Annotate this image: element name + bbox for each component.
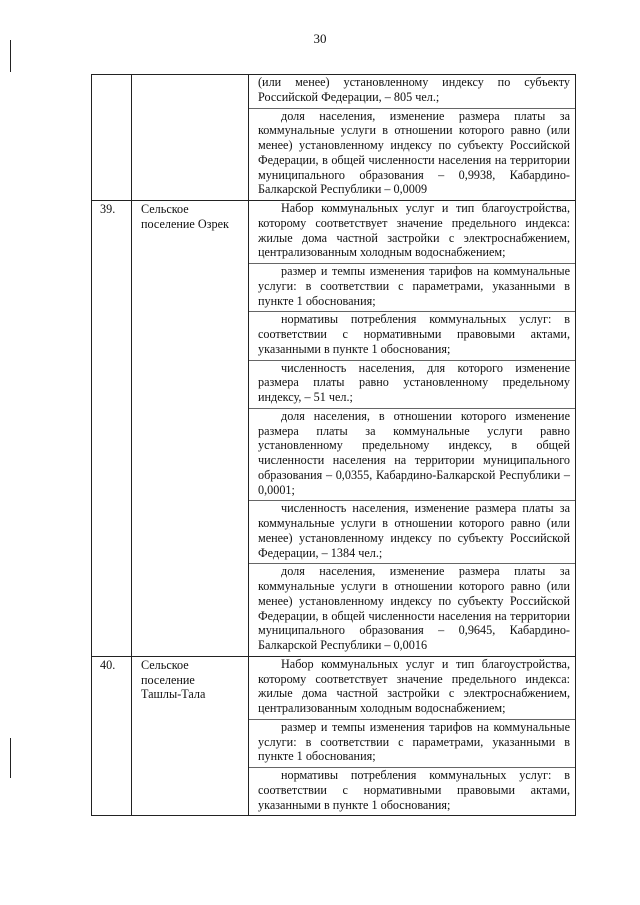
document-table bbox=[91, 74, 576, 816]
page-number: 30 bbox=[313, 31, 327, 46]
settlement-name bbox=[132, 75, 249, 201]
table-row bbox=[92, 656, 576, 816]
settlement-name-line: Сельское bbox=[141, 202, 189, 216]
description-paragraph: численность населения, изменение размера платы за коммунальные услуги в отношении которого равно (или менее) установленному индексу по субъекту Российской Федерации, – 1384 чел.; bbox=[249, 501, 575, 564]
table-row bbox=[92, 201, 576, 657]
settlement-name bbox=[132, 201, 249, 657]
description-paragraph: доля населения, изменение размера платы за коммунальные услуги в отношении которого равно (или менее) установленному индексу по субъекту Российской Федерации, в общей численности населения на территории муниципального образования – 0,9938, Кабардино-Балкарской Республики – 0,0009 bbox=[258, 108, 570, 197]
scan-edge-mark bbox=[10, 40, 11, 72]
description-paragraph: доля населения, изменение размера платы за коммунальные услуги в отношении которого равно (или менее) установленному индексу по субъекту Российской Федерации, в общей численности населения на территории муниципального образования – 0,9645, Кабардино-Балкарской Республики – 0,0016 bbox=[258, 564, 570, 652]
description-paragraph: размер и темпы изменения тарифов на коммунальные услуги: в соответствии с параметрами, указанными в пункте 1 обоснования; bbox=[249, 264, 575, 312]
settlement-name bbox=[132, 656, 249, 816]
description-cell bbox=[249, 656, 576, 816]
settlement-name-line: Ташлы-Тала bbox=[141, 687, 206, 702]
description-paragraph: Набор коммунальных услуг и тип благоустройства, которому соответствует значение предельного индекса: жилые дома частной застройки с электроснабжением, централизованным холодным водоснабжением; bbox=[249, 201, 575, 264]
row-number: 39. bbox=[92, 201, 132, 657]
description-paragraph: доля населения, в отношении которого изменение размера платы за коммунальные услуги равно установленному предельному индексу, в общей численности населения на территории муниципального образования – 0,0355, Кабардино-Балкарской Республики – 0,0001; bbox=[249, 409, 575, 502]
description-paragraph: размер и темпы изменения тарифов на коммунальные услуги: в соответствии с параметрами, указанными в пункте 1 обоснования; bbox=[249, 720, 575, 768]
description-paragraph: нормативы потребления коммунальных услуг: в соответствии с нормативными правовыми актами, указанными в пункте 1 обоснования; bbox=[258, 768, 570, 812]
row-number: 40. bbox=[92, 656, 132, 816]
description-paragraph: Набор коммунальных услуг и тип благоустройства, которому соответствует значение предельного индекса: жилые дома частной застройки с электроснабжением, централизованным холодным водоснабжением; bbox=[249, 657, 575, 720]
settlement-name-line: Сельское bbox=[141, 657, 189, 672]
settlement-name-line: поселение bbox=[141, 672, 195, 687]
description-cell bbox=[249, 75, 576, 201]
settlement-name-line: поселение Озрек bbox=[141, 216, 229, 231]
scan-edge-mark bbox=[10, 738, 11, 778]
table-row bbox=[92, 75, 576, 201]
row-number bbox=[92, 75, 132, 201]
description-cell bbox=[249, 201, 576, 657]
description-paragraph: (или менее) установленному индексу по субъекту Российской Федерации, – 805 чел.; bbox=[249, 75, 575, 109]
description-paragraph: нормативы потребления коммунальных услуг: в соответствии с нормативными правовыми актами, указанными в пункте 1 обоснования; bbox=[249, 312, 575, 360]
description-paragraph: численность населения, для которого изменение размера платы равно установленному предельному индексу, – 51 чел.; bbox=[249, 361, 575, 409]
